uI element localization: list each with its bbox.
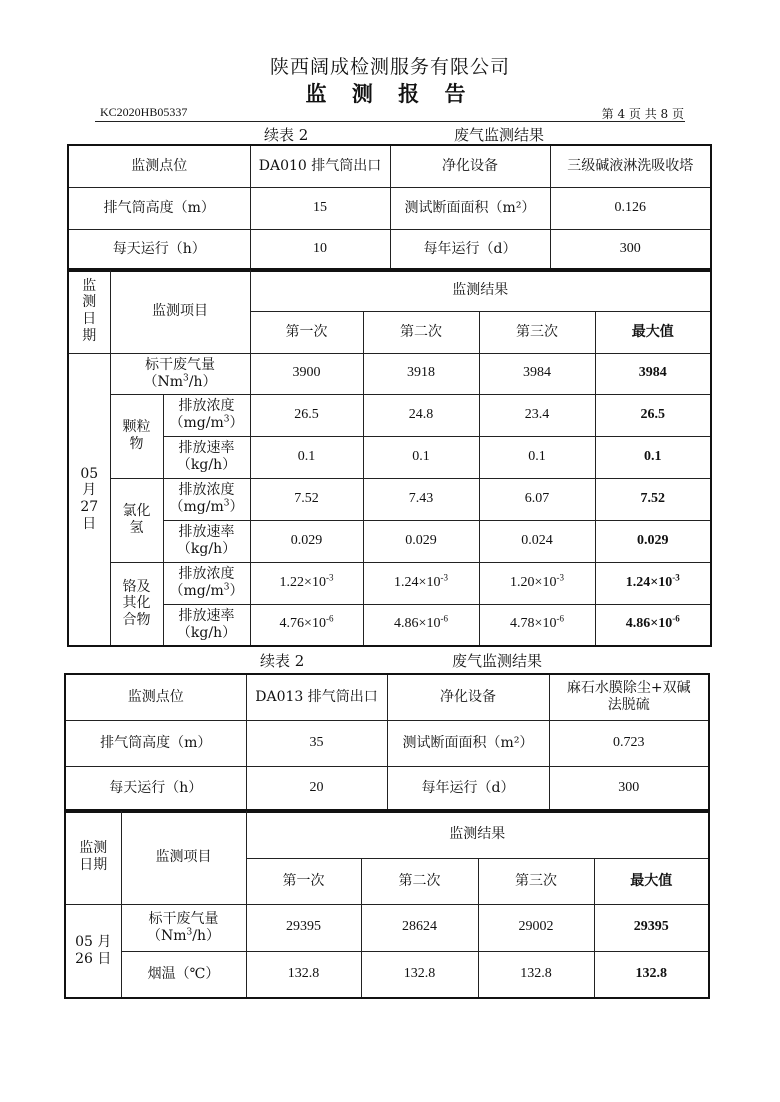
table1-results xyxy=(67,268,712,647)
temp-1: 132.8 xyxy=(246,951,361,998)
group-chromium: 铬及 其化 合物 xyxy=(110,562,163,646)
area-label: 测试断面面积（m²） xyxy=(390,187,550,229)
value-max: 0.029 xyxy=(595,520,711,562)
group-hcl: 氯化 氢 xyxy=(110,478,163,562)
yearly-value: 300 xyxy=(550,229,711,271)
rate-label: 排放速率 （kg/h） xyxy=(163,520,250,562)
value-cell: $1.24\times 10^{-3}$ xyxy=(363,562,479,604)
table1-info xyxy=(67,144,712,272)
height-label: 排气筒高度（m） xyxy=(65,720,246,766)
device-label: 净化设备 xyxy=(387,674,549,720)
date-header: 监 测 日 期 xyxy=(68,269,110,353)
temp-3: 132.8 xyxy=(478,951,594,998)
value-cell: 0.024 xyxy=(479,520,595,562)
page-info: 第 4 页 共 8 页 xyxy=(601,107,684,121)
rate-label: 排放速率 （kg/h） xyxy=(163,604,250,646)
col-second: 第二次 xyxy=(361,858,478,904)
value-max: $4.86\times 10^{-6}$ xyxy=(595,604,711,646)
value-cell: 26.5 xyxy=(250,394,363,436)
report-number: KC2020HB05337 xyxy=(100,105,188,119)
value-max: 7.52 xyxy=(595,478,711,520)
daily-value: 20 xyxy=(246,766,387,812)
flow-1: 3900 xyxy=(250,353,363,394)
col-first: 第一次 xyxy=(246,858,361,904)
flow-max: 3984 xyxy=(595,353,711,394)
value-cell: $1.22\times 10^{-3}$ xyxy=(250,562,363,604)
flow-2: 3918 xyxy=(363,353,479,394)
flow-2: 28624 xyxy=(361,904,478,951)
height-value: 15 xyxy=(250,187,390,229)
daily-label: 每天运行（h） xyxy=(65,766,246,812)
col-third: 第三次 xyxy=(478,858,594,904)
value-cell: 0.1 xyxy=(479,436,595,478)
table1-caption-left: 续表 2 xyxy=(264,126,309,144)
flow-max: 29395 xyxy=(594,904,709,951)
height-value: 35 xyxy=(246,720,387,766)
yearly-label: 每年运行（d） xyxy=(390,229,550,271)
daily-value: 10 xyxy=(250,229,390,271)
date-cell: 05 月 26 日 xyxy=(65,904,121,998)
value-cell: 7.52 xyxy=(250,478,363,520)
table2-caption-left: 续表 2 xyxy=(260,652,305,670)
yearly-value: 300 xyxy=(549,766,709,812)
value-cell: $4.76\times 10^{-6}$ xyxy=(250,604,363,646)
item-header: 监测项目 xyxy=(121,810,246,904)
temp-2: 132.8 xyxy=(361,951,478,998)
item-header: 监测项目 xyxy=(110,269,250,353)
conc-label: 排放浓度 $(mg/m^3)$ xyxy=(163,394,250,436)
table2-caption-right: 废气监测结果 xyxy=(452,652,543,670)
flow-label: 标干废气量 （Nm$^3$/h） xyxy=(121,904,246,951)
area-label: 测试断面面积（m²） xyxy=(387,720,549,766)
point-label: 监测点位 xyxy=(68,145,250,187)
col-second: 第二次 xyxy=(363,311,479,353)
value-cell: 7.43 xyxy=(363,478,479,520)
header-rule xyxy=(95,121,685,122)
value-cell: 0.029 xyxy=(250,520,363,562)
col-max: 最大值 xyxy=(594,858,709,904)
value-cell: $4.78\times 10^{-6}$ xyxy=(479,604,595,646)
device-label: 净化设备 xyxy=(390,145,550,187)
col-first: 第一次 xyxy=(250,311,363,353)
result-header: 监测结果 xyxy=(246,810,709,858)
value-max: 0.1 xyxy=(595,436,711,478)
value-cell: 0.029 xyxy=(363,520,479,562)
daily-label: 每天运行（h） xyxy=(68,229,250,271)
temp-label: 烟温（℃） xyxy=(121,951,246,998)
value-cell: 0.1 xyxy=(363,436,479,478)
yearly-label: 每年运行（d） xyxy=(387,766,549,812)
table2-results xyxy=(64,809,710,999)
device-value: 三级碱液淋洗吸收塔 xyxy=(550,145,711,187)
value-cell: $4.86\times 10^{-6}$ xyxy=(363,604,479,646)
company-name: 陕西阔成检测服务有限公司 xyxy=(269,56,510,78)
flow-3: 29002 xyxy=(478,904,594,951)
value-cell: $1.20\times 10^{-3}$ xyxy=(479,562,595,604)
value-cell: 0.1 xyxy=(250,436,363,478)
area-value: 0.126 xyxy=(550,187,711,229)
value-max: 26.5 xyxy=(595,394,711,436)
col-third: 第三次 xyxy=(479,311,595,353)
point-label: 监测点位 xyxy=(65,674,246,720)
date-cell: 05 月 27 日 xyxy=(68,353,110,646)
value-cell: 6.07 xyxy=(479,478,595,520)
conc-label: 排放浓度 $(mg/m^3)$ xyxy=(163,478,250,520)
value-cell: 24.8 xyxy=(363,394,479,436)
table1-caption-right: 废气监测结果 xyxy=(454,126,545,144)
temp-max: 132.8 xyxy=(594,951,709,998)
table2-info xyxy=(64,673,710,813)
point-value: DA010 排气筒出口 xyxy=(250,145,390,187)
area-value: 0.723 xyxy=(549,720,709,766)
group-particulate: 颗粒 物 xyxy=(110,394,163,478)
result-header: 监测结果 xyxy=(250,269,711,311)
flow-label: 标干废气量 （Nm$^3$/h） xyxy=(110,353,250,394)
point-value: DA013 排气筒出口 xyxy=(246,674,387,720)
conc-label: 排放浓度 $(mg/m^3)$ xyxy=(163,562,250,604)
rate-label: 排放速率 （kg/h） xyxy=(163,436,250,478)
value-cell: 23.4 xyxy=(479,394,595,436)
report-title: 监 测 报 告 xyxy=(305,81,475,106)
date-header: 监测 日期 xyxy=(65,810,121,904)
device-value: 麻石水膜除尘+双碱 法脱硫 xyxy=(549,674,709,720)
flow-1: 29395 xyxy=(246,904,361,951)
col-max: 最大值 xyxy=(595,311,711,353)
value-max: $1.24\times 10^{-3}$ xyxy=(595,562,711,604)
height-label: 排气筒高度（m） xyxy=(68,187,250,229)
flow-3: 3984 xyxy=(479,353,595,394)
